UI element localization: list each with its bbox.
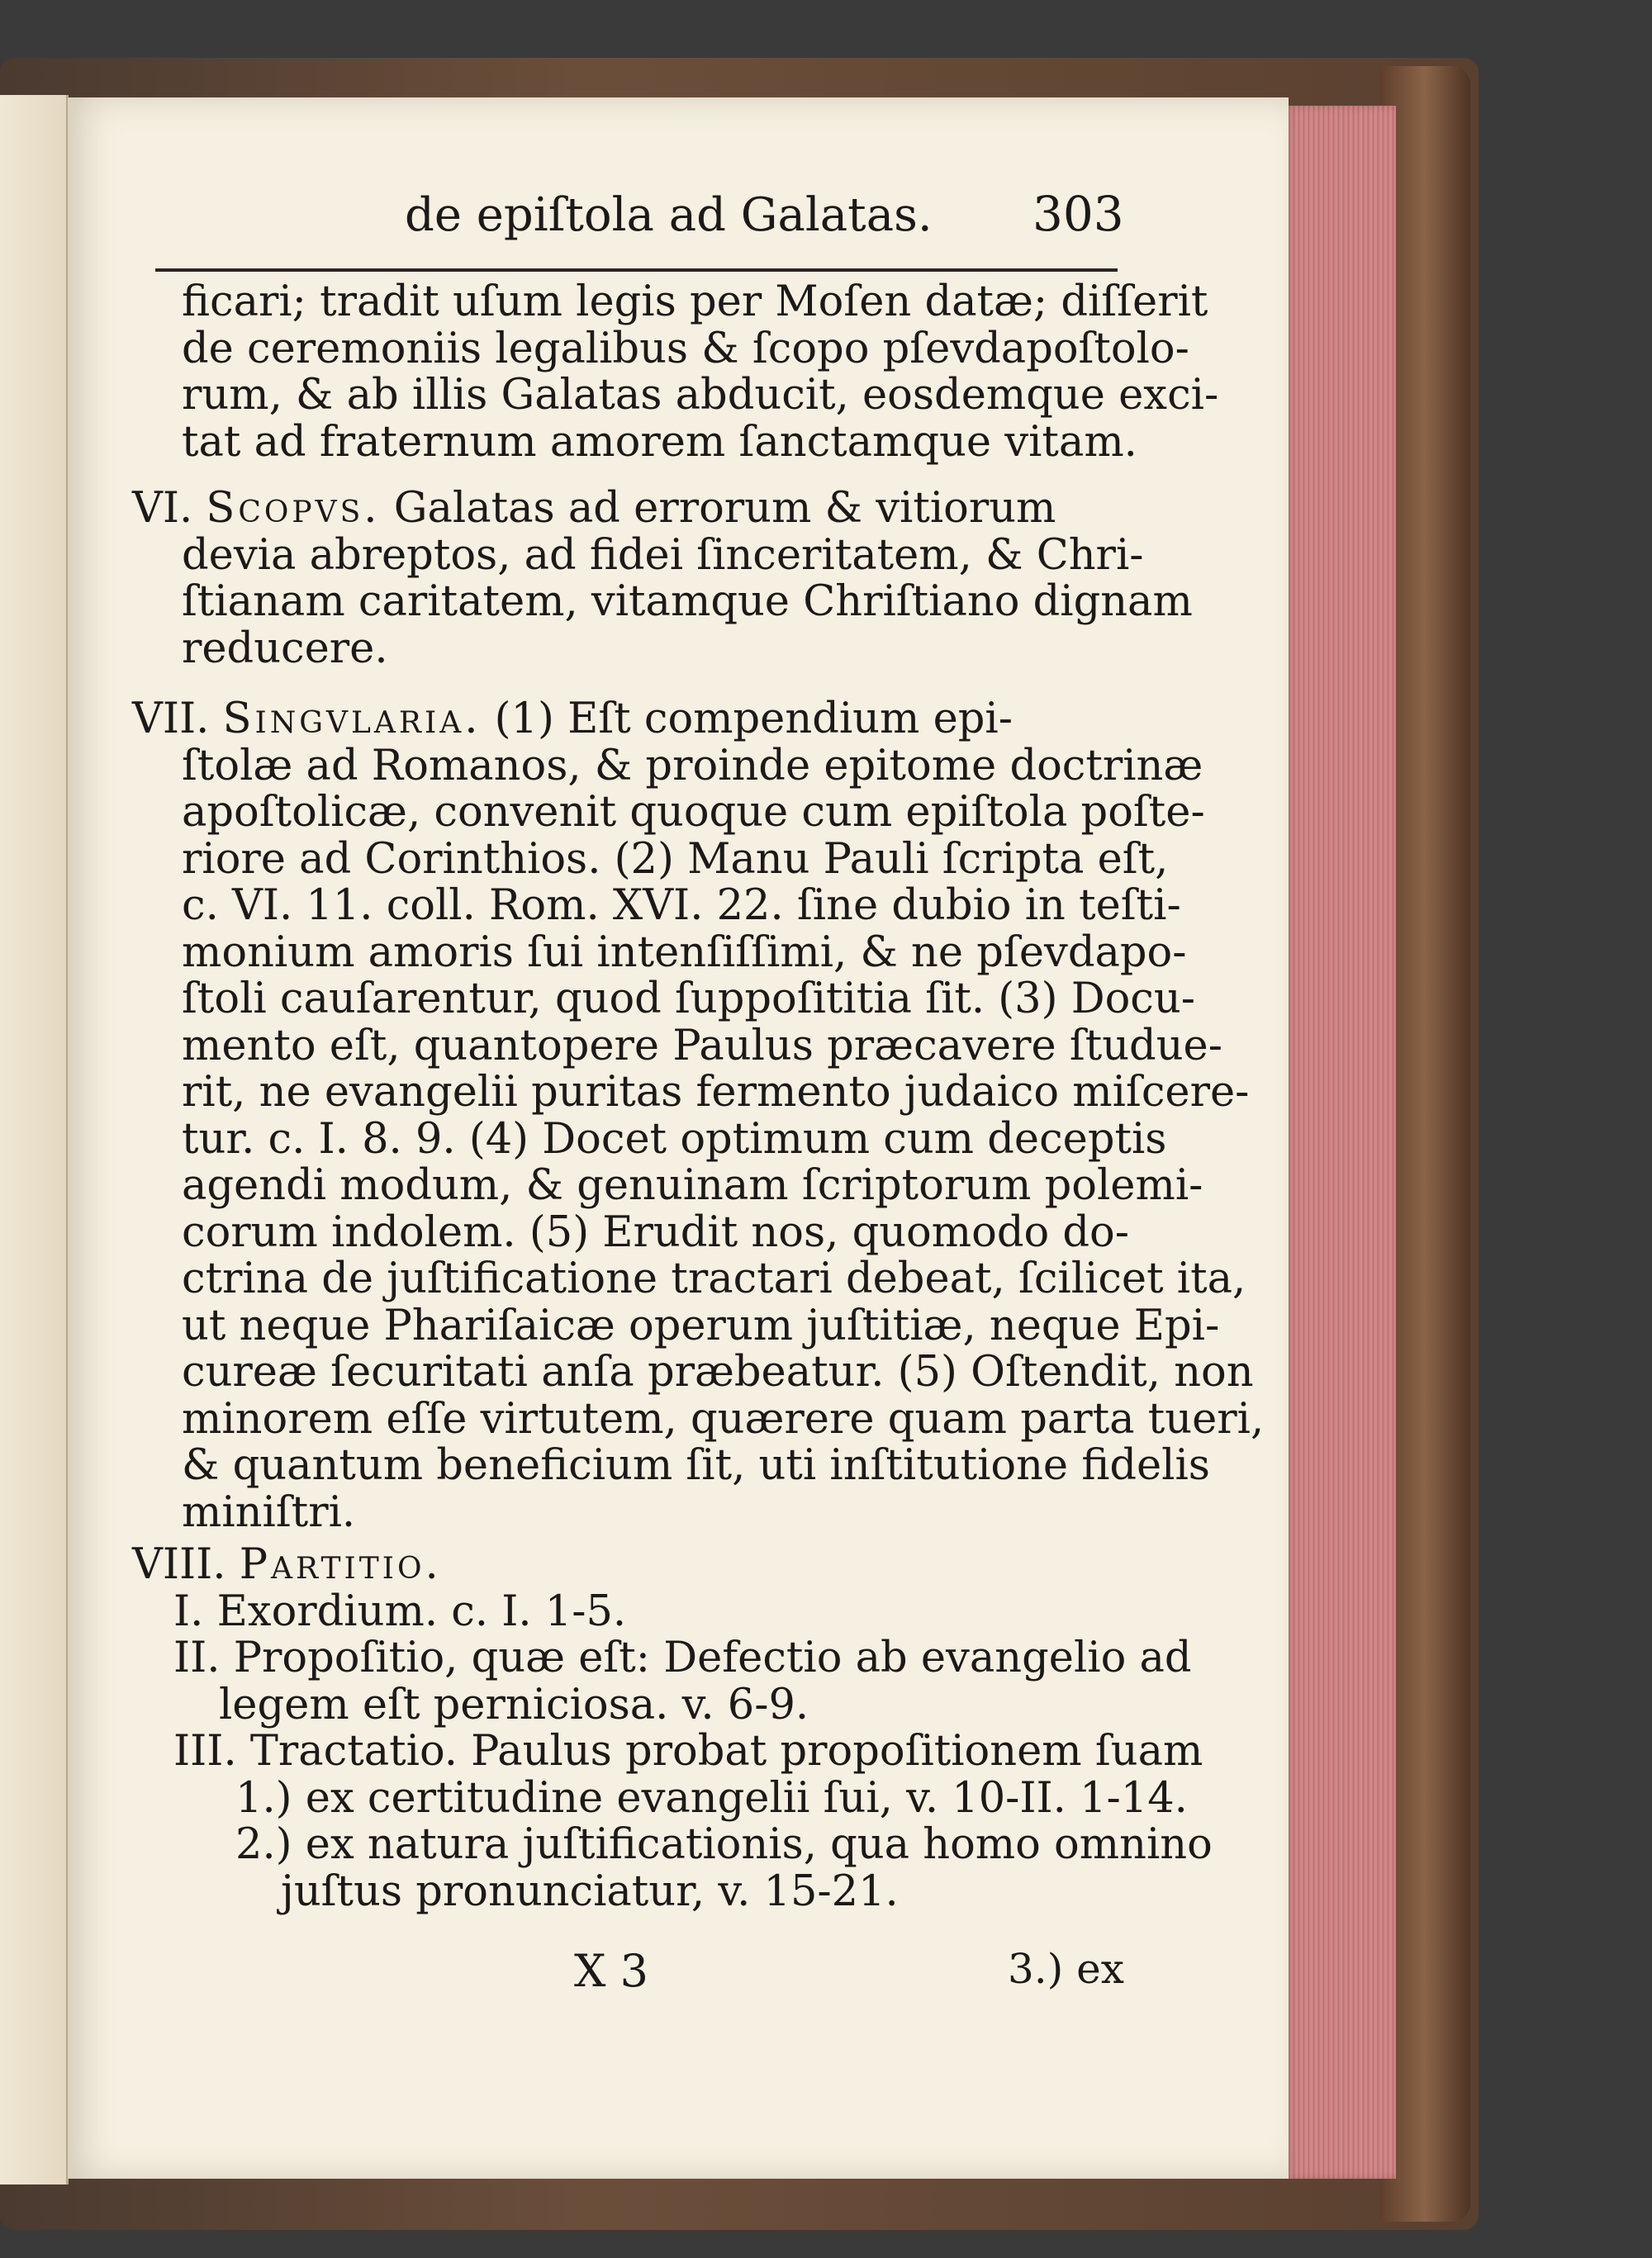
section-heading: Partitio. bbox=[239, 1540, 442, 1589]
list-item bbox=[173, 1635, 1213, 1682]
text-line: monium amoris ſui intenſiſſimi, & ne pſevdapo- bbox=[182, 927, 1187, 977]
text-line: c. VI. 11. coll. Rom. XVI. 22. ſine dubio in teſti- bbox=[182, 881, 1181, 930]
previous-page-edge bbox=[0, 95, 69, 2184]
section-heading-line bbox=[132, 486, 1193, 533]
section-heading: Singvlaria. bbox=[222, 695, 482, 743]
section-number: VIII. bbox=[132, 1540, 226, 1589]
text-line: ſtolæ ad Romanos, & proinde epitome doctrinæ bbox=[182, 741, 1203, 790]
text-line: mento eſt, quantopere Paulus præcavere ſtudue- bbox=[182, 1021, 1222, 1070]
text-line: tat ad fraternum amorem ſanctamque vitam. bbox=[182, 417, 1137, 467]
text-line: rum, & ab illis Galatas abducit, eosdemque exci- bbox=[182, 371, 1219, 420]
text-line: ctrina de juſtificatione tractari debeat, ſcilicet ita, bbox=[182, 1255, 1246, 1303]
section-heading: Scopvs. bbox=[206, 484, 381, 533]
section-vii bbox=[132, 696, 1264, 1536]
text-line: ficari; tradit uſum legis per Moſen datæ; diſſerit bbox=[182, 278, 1208, 326]
item-label: I. bbox=[173, 1587, 204, 1636]
text-line: apoſtolicæ, convenit quoque cum epiſtola poſte- bbox=[182, 788, 1205, 837]
text-line: tur. c. I. 8. 9. (4) Docet optimum cum deceptis bbox=[182, 1114, 1167, 1164]
text-line: miniſtri. bbox=[182, 1487, 356, 1537]
text-line: Galatas ad errorum & vitiorum bbox=[393, 484, 1056, 533]
section-number: VII. bbox=[132, 695, 210, 743]
sub-item bbox=[235, 1822, 1213, 1869]
sub-item-label: 2.) bbox=[235, 1820, 292, 1869]
page-number: 303 bbox=[1032, 186, 1124, 242]
red-page-edges bbox=[1284, 106, 1396, 2179]
item-text: Tractatio. Paulus probat propoſitionem ſuam bbox=[249, 1727, 1203, 1776]
text-line: devia abreptos, ad fidei ſinceritatem, & Chri- bbox=[182, 530, 1144, 580]
list-item bbox=[173, 1589, 1213, 1636]
list-item bbox=[173, 1729, 1213, 1776]
section-viii bbox=[132, 1542, 1213, 1915]
text-line: rit, ne evangelii puritas fermento judaico miſcere- bbox=[182, 1068, 1250, 1117]
sub-item-text: juſtus pronunciatur, v. 15-21. bbox=[281, 1867, 899, 1916]
text-line: (1) Eſt compendium epi- bbox=[494, 695, 1013, 743]
text-line: riore ad Corinthios. (2) Manu Pauli ſcripta eſt, bbox=[182, 834, 1169, 884]
catchword: 3.) ex bbox=[1008, 1945, 1124, 1993]
item-label: III. bbox=[173, 1727, 237, 1776]
item-text: legem eſt perniciosa. v. 6-9. bbox=[219, 1680, 809, 1729]
text-line: reducere. bbox=[182, 624, 388, 673]
signature-mark: X 3 bbox=[574, 1945, 648, 1997]
section-vi bbox=[132, 486, 1193, 672]
sub-item-text: ex natura juſtificationis, qua homo omnino bbox=[305, 1820, 1213, 1869]
section-number: VI. bbox=[132, 484, 193, 533]
text-line: agendi modum, & genuinam ſcriptorum polemi- bbox=[182, 1161, 1203, 1210]
sub-item-label: 1.) bbox=[235, 1773, 292, 1823]
text-line: & quantum beneficium ſit, uti inſtitutione fidelis bbox=[182, 1441, 1210, 1490]
opening-paragraph bbox=[182, 279, 1218, 466]
text-line: corum indolem. (5) Erudit nos, quomodo do- bbox=[182, 1207, 1129, 1257]
text-line: cureæ ſecuritati anſa præbeatur. (5) Oſtendit, non bbox=[182, 1348, 1254, 1397]
item-text: Propoſitio, quæ eſt: Defectio ab evangelio ad bbox=[233, 1634, 1192, 1682]
section-heading-line bbox=[132, 1542, 1213, 1589]
sub-item bbox=[235, 1773, 1213, 1823]
text-line: ſtoli cauſarentur, quod ſuppoſititia ſit. (3) Docu- bbox=[182, 975, 1195, 1023]
section-heading-line bbox=[132, 696, 1264, 743]
item-label: II. bbox=[173, 1634, 221, 1682]
item-text: Exordium. c. I. 1-5. bbox=[216, 1587, 627, 1636]
text-line: de ceremoniis legalibus & ſcopo pſevdapoſtolo- bbox=[182, 324, 1189, 373]
text-line: ut neque Phariſaicæ operum juſtitiæ, neque Epi- bbox=[182, 1301, 1220, 1350]
header-rule bbox=[155, 268, 1118, 272]
sub-item-text: ex certitudine evangelii ſui, v. 10-II. 1-14. bbox=[305, 1773, 1188, 1823]
running-title: de epiſtola ad Galatas. bbox=[405, 188, 933, 242]
text-line: ſtianam caritatem, vitamque Chriſtiano dignam bbox=[182, 577, 1193, 626]
text-line: minorem eſſe virtutem, quærere quam parta tueri, bbox=[182, 1394, 1265, 1444]
